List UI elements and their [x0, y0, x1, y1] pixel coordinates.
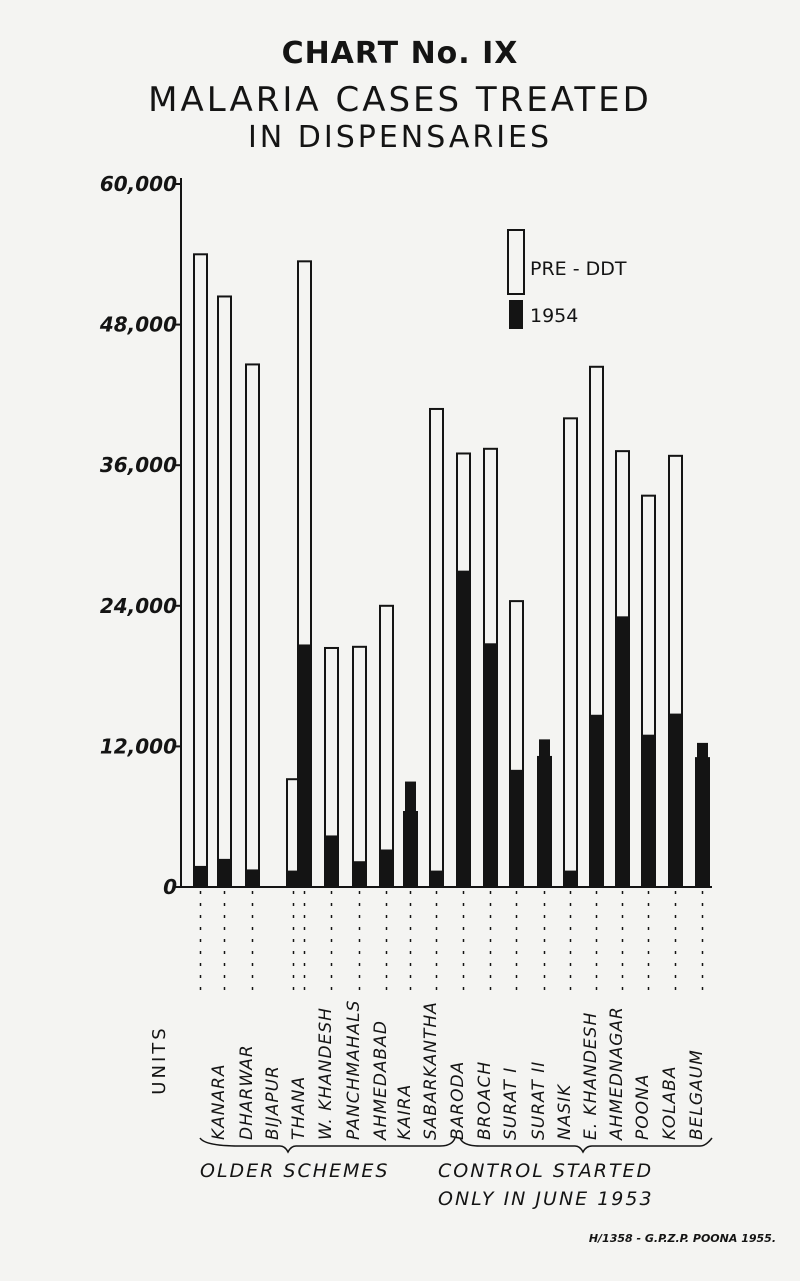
bar-1954 — [539, 739, 550, 887]
bar-1954 — [326, 835, 337, 887]
y-tick-label: 36,000 — [99, 453, 177, 478]
category-label: SABARKANTHA — [421, 1001, 441, 1140]
bar-1954 — [247, 869, 258, 887]
bar-1954 — [591, 715, 602, 887]
category-label: BELGAUM — [687, 1049, 707, 1140]
bar-pre-ddt — [564, 418, 577, 887]
category-label: NASIK — [555, 1083, 575, 1140]
chart-number: CHART No. IX — [281, 36, 519, 71]
bar-1954 — [697, 743, 708, 887]
bar-pre-ddt — [246, 364, 259, 887]
bar-1954 — [431, 871, 442, 887]
bar-1954 — [670, 714, 681, 887]
category-label: W. KHANDESH — [316, 1007, 336, 1140]
legend-swatch-1954 — [509, 300, 523, 329]
bar-pre-ddt — [218, 296, 231, 887]
category-label: SURAT I — [501, 1066, 521, 1140]
category-label: E. KHANDESH — [581, 1011, 601, 1140]
category-label: KOLABA — [660, 1065, 680, 1140]
chart-title-line-2: IN DISPENSARIES — [247, 120, 553, 155]
category-label: BIJAPUR — [263, 1065, 283, 1140]
bar-1954 — [485, 643, 496, 887]
group-label-control-started: CONTROL STARTED — [438, 1160, 654, 1182]
category-label: SURAT II — [529, 1060, 549, 1140]
bar-1954 — [643, 735, 654, 887]
bar-1954 — [405, 782, 416, 887]
category-label: BROACH — [475, 1060, 495, 1140]
bar-1954 — [381, 850, 392, 887]
category-label: THANA — [289, 1075, 309, 1140]
bar-1954 — [458, 571, 469, 887]
y-axis-label: UNITS — [149, 1025, 170, 1095]
bar-pre-ddt — [430, 409, 443, 887]
bar-pre-ddt — [353, 647, 366, 887]
bar-pre-ddt — [194, 254, 207, 887]
category-label: KAIRA — [395, 1083, 415, 1140]
bar-1954 — [617, 616, 628, 887]
bar-1954 — [565, 871, 576, 887]
bar-1954 — [195, 866, 206, 887]
category-label: AHMEDNAGAR — [607, 1006, 627, 1140]
y-tick-label: 60,000 — [99, 172, 177, 196]
group-label-older-schemes: OLDER SCHEMES — [200, 1160, 390, 1182]
bar-1954 — [354, 861, 365, 887]
category-label: DHARWAR — [237, 1044, 257, 1140]
y-tick-label: 48,000 — [99, 312, 177, 337]
bar-pre-ddt — [380, 606, 393, 887]
category-label: AHMEDABAD — [371, 1020, 391, 1140]
category-label: BARODA — [448, 1060, 468, 1140]
category-label: POONA — [633, 1073, 653, 1140]
group-label-control-june-1953: ONLY IN JUNE 1953 — [438, 1188, 654, 1210]
category-label: KANARA — [209, 1063, 229, 1140]
y-tick-label: 0 — [163, 875, 177, 899]
y-tick-label: 24,000 — [99, 593, 177, 618]
bar-1954 — [511, 770, 522, 887]
footer-print-note: H/1358 - G.P.Z.P. POONA 1955. — [588, 1232, 776, 1245]
legend-label-1954: 1954 — [530, 305, 579, 327]
bar-1954 — [219, 859, 230, 887]
legend-label-pre-ddt: PRE - DDT — [530, 258, 627, 280]
category-label: PANCHMAHALS — [344, 999, 364, 1140]
y-tick-label: 12,000 — [99, 734, 177, 759]
legend-swatch-pre-ddt — [508, 230, 524, 294]
chart-title-line-1: MALARIA CASES TREATED — [148, 80, 652, 120]
bar-1954 — [299, 644, 310, 887]
